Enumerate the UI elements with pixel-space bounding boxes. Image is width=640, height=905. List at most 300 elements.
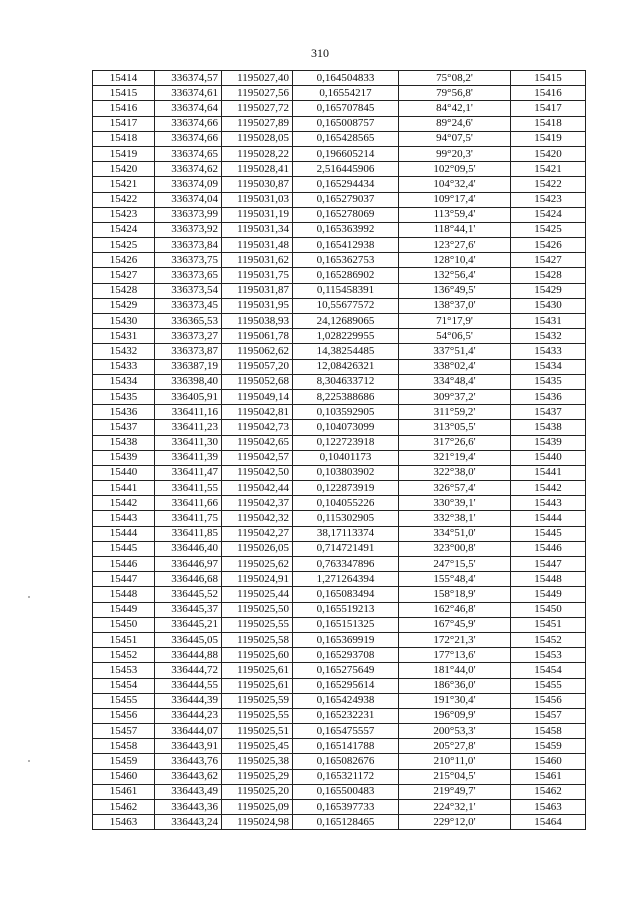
table-row xyxy=(93,724,586,739)
x-coordinate-cell: 336411,75 xyxy=(155,511,222,526)
x-coordinate-cell: 336444,55 xyxy=(155,678,222,693)
next-point-cell: 15455 xyxy=(511,678,586,693)
distance-cell: 0,165424938 xyxy=(293,693,399,708)
distance-cell: 0,165083494 xyxy=(293,587,399,602)
next-point-cell: 15453 xyxy=(511,648,586,663)
direction-angle-cell: 102°09,5' xyxy=(399,162,511,177)
table-row xyxy=(93,420,586,435)
direction-angle-cell: 89°24,6' xyxy=(399,116,511,131)
point-number-cell: 15421 xyxy=(93,177,155,192)
distance-cell: 0,165279037 xyxy=(293,192,399,207)
distance-cell: 38,17113374 xyxy=(293,526,399,541)
direction-angle-cell: 167°45,9' xyxy=(399,617,511,632)
next-point-cell: 15462 xyxy=(511,784,586,799)
distance-cell: 8,304633712 xyxy=(293,374,399,389)
point-number-cell: 15451 xyxy=(93,632,155,647)
y-coordinate-cell: 1195061,78 xyxy=(222,329,293,344)
x-coordinate-cell: 336405,91 xyxy=(155,389,222,404)
next-point-cell: 15418 xyxy=(511,116,586,131)
table-row xyxy=(93,708,586,723)
next-point-cell: 15428 xyxy=(511,268,586,283)
y-coordinate-cell: 1195028,41 xyxy=(222,162,293,177)
next-point-cell: 15416 xyxy=(511,86,586,101)
table-row xyxy=(93,632,586,647)
x-coordinate-cell: 336446,40 xyxy=(155,541,222,556)
x-coordinate-cell: 336374,65 xyxy=(155,146,222,161)
point-number-cell: 15429 xyxy=(93,298,155,313)
direction-angle-cell: 104°32,4' xyxy=(399,177,511,192)
next-point-cell: 15450 xyxy=(511,602,586,617)
y-coordinate-cell: 1195042,44 xyxy=(222,481,293,496)
next-point-cell: 15425 xyxy=(511,222,586,237)
next-point-cell: 15430 xyxy=(511,298,586,313)
table-row xyxy=(93,617,586,632)
table-row xyxy=(93,253,586,268)
page-number: 310 xyxy=(311,46,329,60)
direction-angle-cell: 323°00,8' xyxy=(399,541,511,556)
x-coordinate-cell: 336411,39 xyxy=(155,450,222,465)
next-point-cell: 15429 xyxy=(511,283,586,298)
table-row xyxy=(93,784,586,799)
table-row xyxy=(93,496,586,511)
distance-cell: 0,165321172 xyxy=(293,769,399,784)
y-coordinate-cell: 1195024,98 xyxy=(222,815,293,830)
x-coordinate-cell: 336445,05 xyxy=(155,632,222,647)
point-number-cell: 15443 xyxy=(93,511,155,526)
next-point-cell: 15440 xyxy=(511,450,586,465)
distance-cell: 0,165397733 xyxy=(293,800,399,815)
direction-angle-cell: 210°11,0' xyxy=(399,754,511,769)
y-coordinate-cell: 1195042,27 xyxy=(222,526,293,541)
x-coordinate-cell: 336374,62 xyxy=(155,162,222,177)
direction-angle-cell: 338°02,4' xyxy=(399,359,511,374)
distance-cell: 0,714721491 xyxy=(293,541,399,556)
point-number-cell: 15425 xyxy=(93,238,155,253)
x-coordinate-cell: 336446,97 xyxy=(155,557,222,572)
next-point-cell: 15451 xyxy=(511,617,586,632)
x-coordinate-cell: 336411,23 xyxy=(155,420,222,435)
table-row xyxy=(93,101,586,116)
table-row xyxy=(93,754,586,769)
x-coordinate-cell: 336374,66 xyxy=(155,116,222,131)
table-row xyxy=(93,526,586,541)
table-row xyxy=(93,678,586,693)
y-coordinate-cell: 1195031,34 xyxy=(222,222,293,237)
y-coordinate-cell: 1195042,81 xyxy=(222,405,293,420)
point-number-cell: 15428 xyxy=(93,283,155,298)
direction-angle-cell: 334°51,0' xyxy=(399,526,511,541)
x-coordinate-cell: 336443,62 xyxy=(155,769,222,784)
x-coordinate-cell: 336411,66 xyxy=(155,496,222,511)
distance-cell: 0,104055226 xyxy=(293,496,399,511)
x-coordinate-cell: 336444,88 xyxy=(155,648,222,663)
distance-cell: 0,763347896 xyxy=(293,557,399,572)
direction-angle-cell: 317°26,6' xyxy=(399,435,511,450)
point-number-cell: 15417 xyxy=(93,116,155,131)
y-coordinate-cell: 1195025,55 xyxy=(222,708,293,723)
next-point-cell: 15459 xyxy=(511,739,586,754)
distance-cell: 0,165412938 xyxy=(293,238,399,253)
distance-cell: 0,10401173 xyxy=(293,450,399,465)
direction-angle-cell: 136°49,5' xyxy=(399,283,511,298)
distance-cell: 0,165295614 xyxy=(293,678,399,693)
next-point-cell: 15423 xyxy=(511,192,586,207)
distance-cell: 0,165151325 xyxy=(293,617,399,632)
y-coordinate-cell: 1195025,59 xyxy=(222,693,293,708)
table-row xyxy=(93,587,586,602)
point-number-cell: 15445 xyxy=(93,541,155,556)
direction-angle-cell: 99°20,3' xyxy=(399,146,511,161)
table-row xyxy=(93,86,586,101)
table-row xyxy=(93,815,586,830)
direction-angle-cell: 309°37,2' xyxy=(399,389,511,404)
x-coordinate-cell: 336374,66 xyxy=(155,131,222,146)
distance-cell: 0,164504833 xyxy=(293,71,399,86)
point-number-cell: 15447 xyxy=(93,572,155,587)
distance-cell: 8,225388686 xyxy=(293,389,399,404)
x-coordinate-cell: 336445,21 xyxy=(155,617,222,632)
table-row xyxy=(93,739,586,754)
direction-angle-cell: 172°21,3' xyxy=(399,632,511,647)
next-point-cell: 15419 xyxy=(511,131,586,146)
distance-cell: 0,16554217 xyxy=(293,86,399,101)
x-coordinate-cell: 336411,16 xyxy=(155,405,222,420)
point-number-cell: 15449 xyxy=(93,602,155,617)
table-row xyxy=(93,511,586,526)
distance-cell: 0,165500483 xyxy=(293,784,399,799)
x-coordinate-cell: 336411,30 xyxy=(155,435,222,450)
x-coordinate-cell: 336373,84 xyxy=(155,238,222,253)
y-coordinate-cell: 1195025,50 xyxy=(222,602,293,617)
next-point-cell: 15421 xyxy=(511,162,586,177)
next-point-cell: 15457 xyxy=(511,708,586,723)
next-point-cell: 15444 xyxy=(511,511,586,526)
y-coordinate-cell: 1195025,58 xyxy=(222,632,293,647)
direction-angle-cell: 75°08,2' xyxy=(399,71,511,86)
x-coordinate-cell: 336373,87 xyxy=(155,344,222,359)
point-number-cell: 15418 xyxy=(93,131,155,146)
table-row xyxy=(93,71,586,86)
next-point-cell: 15436 xyxy=(511,389,586,404)
x-coordinate-cell: 336411,55 xyxy=(155,481,222,496)
y-coordinate-cell: 1195025,29 xyxy=(222,769,293,784)
y-coordinate-cell: 1195042,57 xyxy=(222,450,293,465)
table-row xyxy=(93,648,586,663)
table-row xyxy=(93,298,586,313)
point-number-cell: 15436 xyxy=(93,405,155,420)
table-row xyxy=(93,238,586,253)
point-number-cell: 15426 xyxy=(93,253,155,268)
point-number-cell: 15415 xyxy=(93,86,155,101)
y-coordinate-cell: 1195049,14 xyxy=(222,389,293,404)
y-coordinate-cell: 1195025,09 xyxy=(222,800,293,815)
direction-angle-cell: 123°27,6' xyxy=(399,238,511,253)
distance-cell: 12,08426321 xyxy=(293,359,399,374)
direction-angle-cell: 155°48,4' xyxy=(399,572,511,587)
next-point-cell: 15458 xyxy=(511,724,586,739)
x-coordinate-cell: 336374,09 xyxy=(155,177,222,192)
direction-angle-cell: 311°59,2' xyxy=(399,405,511,420)
next-point-cell: 15438 xyxy=(511,420,586,435)
direction-angle-cell: 321°19,4' xyxy=(399,450,511,465)
direction-angle-cell: 177°13,6' xyxy=(399,648,511,663)
point-number-cell: 15459 xyxy=(93,754,155,769)
distance-cell: 0,165275649 xyxy=(293,663,399,678)
direction-angle-cell: 224°32,1' xyxy=(399,800,511,815)
distance-cell: 0,115458391 xyxy=(293,283,399,298)
table-row xyxy=(93,693,586,708)
x-coordinate-cell: 336373,65 xyxy=(155,268,222,283)
distance-cell: 0,165707845 xyxy=(293,101,399,116)
direction-angle-cell: 332°38,1' xyxy=(399,511,511,526)
x-coordinate-cell: 336445,52 xyxy=(155,587,222,602)
point-number-cell: 15439 xyxy=(93,450,155,465)
direction-angle-cell: 334°48,4' xyxy=(399,374,511,389)
table-body xyxy=(93,71,586,830)
y-coordinate-cell: 1195038,93 xyxy=(222,314,293,329)
point-number-cell: 15420 xyxy=(93,162,155,177)
x-coordinate-cell: 336373,92 xyxy=(155,222,222,237)
table-row xyxy=(93,800,586,815)
y-coordinate-cell: 1195042,73 xyxy=(222,420,293,435)
point-number-cell: 15432 xyxy=(93,344,155,359)
table-row xyxy=(93,359,586,374)
table-row xyxy=(93,268,586,283)
y-coordinate-cell: 1195031,03 xyxy=(222,192,293,207)
y-coordinate-cell: 1195025,55 xyxy=(222,617,293,632)
y-coordinate-cell: 1195042,65 xyxy=(222,435,293,450)
direction-angle-cell: 181°44,0' xyxy=(399,663,511,678)
y-coordinate-cell: 1195031,87 xyxy=(222,283,293,298)
next-point-cell: 15461 xyxy=(511,769,586,784)
x-coordinate-cell: 336443,36 xyxy=(155,800,222,815)
x-coordinate-cell: 336411,85 xyxy=(155,526,222,541)
x-coordinate-cell: 336387,19 xyxy=(155,359,222,374)
point-number-cell: 15433 xyxy=(93,359,155,374)
x-coordinate-cell: 336443,76 xyxy=(155,754,222,769)
distance-cell: 0,115302905 xyxy=(293,511,399,526)
distance-cell: 0,165369919 xyxy=(293,632,399,647)
next-point-cell: 15442 xyxy=(511,481,586,496)
point-number-cell: 15458 xyxy=(93,739,155,754)
next-point-cell: 15432 xyxy=(511,329,586,344)
point-number-cell: 15455 xyxy=(93,693,155,708)
y-coordinate-cell: 1195027,72 xyxy=(222,101,293,116)
y-coordinate-cell: 1195025,20 xyxy=(222,784,293,799)
table-row xyxy=(93,435,586,450)
point-number-cell: 15450 xyxy=(93,617,155,632)
point-number-cell: 15442 xyxy=(93,496,155,511)
point-number-cell: 15453 xyxy=(93,663,155,678)
distance-cell: 0,196605214 xyxy=(293,146,399,161)
point-number-cell: 15462 xyxy=(93,800,155,815)
distance-cell: 10,55677572 xyxy=(293,298,399,313)
point-number-cell: 15438 xyxy=(93,435,155,450)
distance-cell: 1,028229955 xyxy=(293,329,399,344)
direction-angle-cell: 84°42,1' xyxy=(399,101,511,116)
distance-cell: 0,165286902 xyxy=(293,268,399,283)
next-point-cell: 15433 xyxy=(511,344,586,359)
next-point-cell: 15449 xyxy=(511,587,586,602)
y-coordinate-cell: 1195025,60 xyxy=(222,648,293,663)
distance-cell: 0,122723918 xyxy=(293,435,399,450)
direction-angle-cell: 113°59,4' xyxy=(399,207,511,222)
table-row xyxy=(93,405,586,420)
table-row xyxy=(93,389,586,404)
distance-cell: 0,165082676 xyxy=(293,754,399,769)
x-coordinate-cell: 336444,23 xyxy=(155,708,222,723)
direction-angle-cell: 326°57,4' xyxy=(399,481,511,496)
y-coordinate-cell: 1195057,20 xyxy=(222,359,293,374)
point-number-cell: 15456 xyxy=(93,708,155,723)
next-point-cell: 15427 xyxy=(511,253,586,268)
next-point-cell: 15422 xyxy=(511,177,586,192)
y-coordinate-cell: 1195025,44 xyxy=(222,587,293,602)
point-number-cell: 15461 xyxy=(93,784,155,799)
y-coordinate-cell: 1195062,62 xyxy=(222,344,293,359)
direction-angle-cell: 191°30,4' xyxy=(399,693,511,708)
direction-angle-cell: 162°46,8' xyxy=(399,602,511,617)
distance-cell: 0,103592905 xyxy=(293,405,399,420)
y-coordinate-cell: 1195024,91 xyxy=(222,572,293,587)
direction-angle-cell: 247°15,5' xyxy=(399,557,511,572)
table-row xyxy=(93,557,586,572)
y-coordinate-cell: 1195031,62 xyxy=(222,253,293,268)
y-coordinate-cell: 1195042,50 xyxy=(222,465,293,480)
point-number-cell: 15444 xyxy=(93,526,155,541)
next-point-cell: 15437 xyxy=(511,405,586,420)
table-row xyxy=(93,162,586,177)
table-row xyxy=(93,663,586,678)
point-number-cell: 15446 xyxy=(93,557,155,572)
table-row xyxy=(93,177,586,192)
direction-angle-cell: 205°27,8' xyxy=(399,739,511,754)
distance-cell: 0,104073099 xyxy=(293,420,399,435)
direction-angle-cell: 330°39,1' xyxy=(399,496,511,511)
table-row xyxy=(93,192,586,207)
point-number-cell: 15431 xyxy=(93,329,155,344)
y-coordinate-cell: 1195052,68 xyxy=(222,374,293,389)
distance-cell: 0,165008757 xyxy=(293,116,399,131)
direction-angle-cell: 158°18,9' xyxy=(399,587,511,602)
distance-cell: 14,38254485 xyxy=(293,344,399,359)
x-coordinate-cell: 336446,68 xyxy=(155,572,222,587)
table-row xyxy=(93,769,586,784)
next-point-cell: 15417 xyxy=(511,101,586,116)
table-row xyxy=(93,146,586,161)
next-point-cell: 15454 xyxy=(511,663,586,678)
x-coordinate-cell: 336398,40 xyxy=(155,374,222,389)
direction-angle-cell: 94°07,5' xyxy=(399,131,511,146)
y-coordinate-cell: 1195028,05 xyxy=(222,131,293,146)
next-point-cell: 15431 xyxy=(511,314,586,329)
y-coordinate-cell: 1195025,61 xyxy=(222,663,293,678)
point-number-cell: 15441 xyxy=(93,481,155,496)
next-point-cell: 15443 xyxy=(511,496,586,511)
y-coordinate-cell: 1195031,95 xyxy=(222,298,293,313)
next-point-cell: 15446 xyxy=(511,541,586,556)
distance-cell: 24,12689065 xyxy=(293,314,399,329)
table-row xyxy=(93,572,586,587)
point-number-cell: 15419 xyxy=(93,146,155,161)
next-point-cell: 15435 xyxy=(511,374,586,389)
x-coordinate-cell: 336444,39 xyxy=(155,693,222,708)
table-row xyxy=(93,450,586,465)
direction-angle-cell: 322°38,0' xyxy=(399,465,511,480)
next-point-cell: 15456 xyxy=(511,693,586,708)
y-coordinate-cell: 1195025,45 xyxy=(222,739,293,754)
next-point-cell: 15439 xyxy=(511,435,586,450)
point-number-cell: 15463 xyxy=(93,815,155,830)
y-coordinate-cell: 1195027,56 xyxy=(222,86,293,101)
scan-speck xyxy=(28,596,30,598)
x-coordinate-cell: 336373,27 xyxy=(155,329,222,344)
next-point-cell: 15452 xyxy=(511,632,586,647)
distance-cell: 0,165232231 xyxy=(293,708,399,723)
point-number-cell: 15430 xyxy=(93,314,155,329)
next-point-cell: 15441 xyxy=(511,465,586,480)
direction-angle-cell: 215°04,5' xyxy=(399,769,511,784)
point-number-cell: 15435 xyxy=(93,389,155,404)
direction-angle-cell: 79°56,8' xyxy=(399,86,511,101)
next-point-cell: 15424 xyxy=(511,207,586,222)
distance-cell: 0,165141788 xyxy=(293,739,399,754)
next-point-cell: 15464 xyxy=(511,815,586,830)
distance-cell: 0,165362753 xyxy=(293,253,399,268)
y-coordinate-cell: 1195042,32 xyxy=(222,511,293,526)
next-point-cell: 15447 xyxy=(511,557,586,572)
distance-cell: 2,516445906 xyxy=(293,162,399,177)
table-row xyxy=(93,465,586,480)
x-coordinate-cell: 336373,45 xyxy=(155,298,222,313)
direction-angle-cell: 109°17,4' xyxy=(399,192,511,207)
direction-angle-cell: 229°12,0' xyxy=(399,815,511,830)
distance-cell: 0,165293708 xyxy=(293,648,399,663)
direction-angle-cell: 313°05,5' xyxy=(399,420,511,435)
point-number-cell: 15424 xyxy=(93,222,155,237)
next-point-cell: 15415 xyxy=(511,71,586,86)
point-number-cell: 15414 xyxy=(93,71,155,86)
point-number-cell: 15454 xyxy=(93,678,155,693)
next-point-cell: 15434 xyxy=(511,359,586,374)
next-point-cell: 15463 xyxy=(511,800,586,815)
direction-angle-cell: 71°17,9' xyxy=(399,314,511,329)
table-row xyxy=(93,374,586,389)
table-row xyxy=(93,329,586,344)
x-coordinate-cell: 336365,53 xyxy=(155,314,222,329)
point-number-cell: 15452 xyxy=(93,648,155,663)
y-coordinate-cell: 1195027,89 xyxy=(222,116,293,131)
x-coordinate-cell: 336445,37 xyxy=(155,602,222,617)
distance-cell: 0,165294434 xyxy=(293,177,399,192)
x-coordinate-cell: 336373,99 xyxy=(155,207,222,222)
table-row xyxy=(93,481,586,496)
point-number-cell: 15423 xyxy=(93,207,155,222)
point-number-cell: 15416 xyxy=(93,101,155,116)
table-row xyxy=(93,222,586,237)
table-row xyxy=(93,541,586,556)
direction-angle-cell: 219°49,7' xyxy=(399,784,511,799)
point-number-cell: 15448 xyxy=(93,587,155,602)
y-coordinate-cell: 1195031,48 xyxy=(222,238,293,253)
distance-cell: 0,165519213 xyxy=(293,602,399,617)
distance-cell: 0,165428565 xyxy=(293,131,399,146)
y-coordinate-cell: 1195027,40 xyxy=(222,71,293,86)
y-coordinate-cell: 1195025,38 xyxy=(222,754,293,769)
direction-angle-cell: 138°37,0' xyxy=(399,298,511,313)
x-coordinate-cell: 336443,24 xyxy=(155,815,222,830)
y-coordinate-cell: 1195025,62 xyxy=(222,557,293,572)
